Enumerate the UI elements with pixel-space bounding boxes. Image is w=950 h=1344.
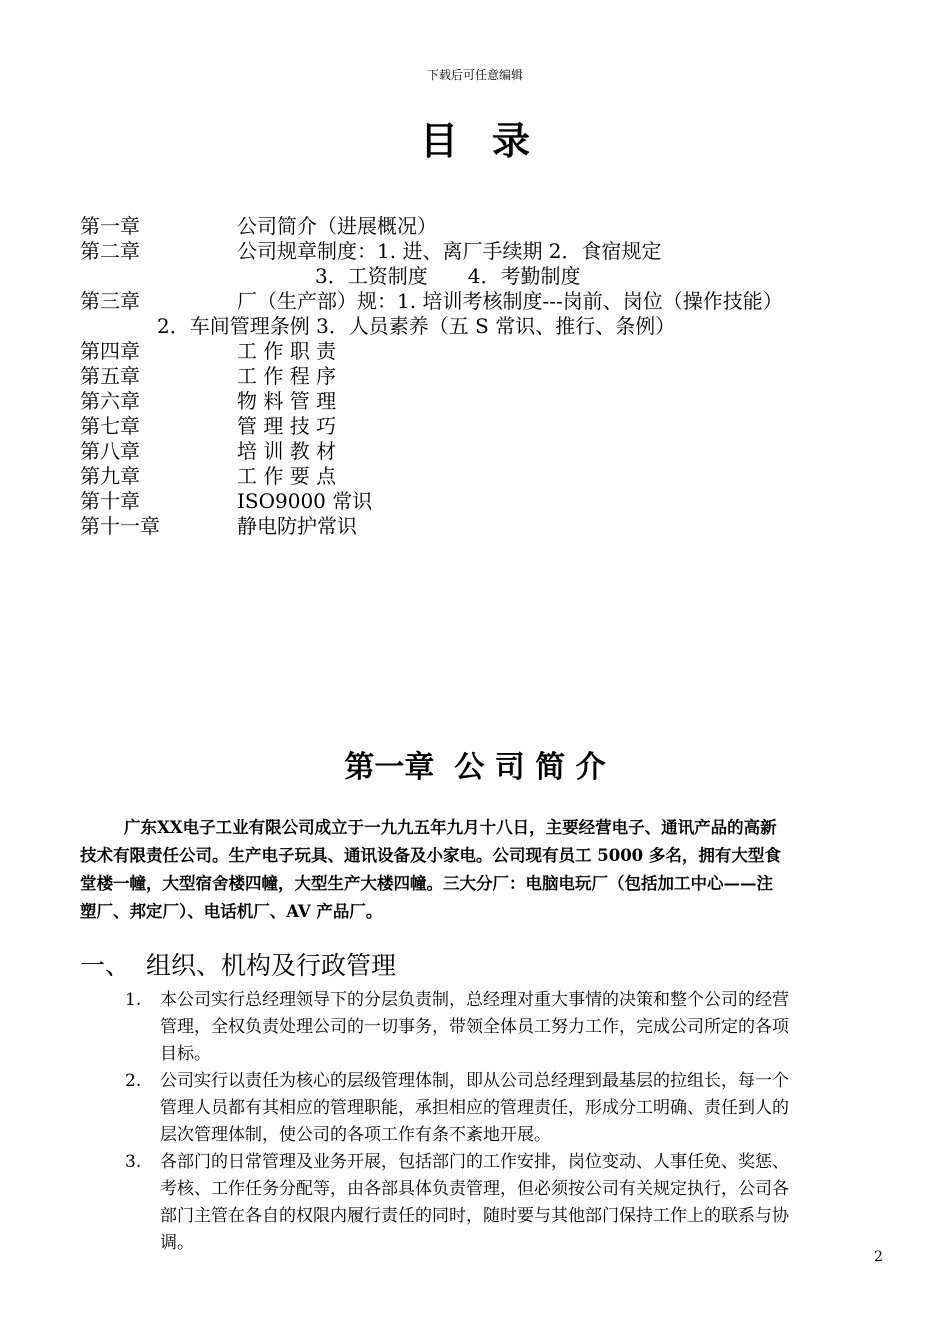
toc-title-text: 厂（生产部）规：1. 培训考核制度---岗前、岗位（操作技能）	[237, 289, 783, 313]
toc-title-text: 公司简介（进展概况）	[237, 214, 437, 238]
intro-line: 技术有限责任公司。生产电子玩具、通讯设备及小家电。公司现有员工 5000 多名，拥有大型食	[80, 846, 781, 865]
list-item-number: 1.	[125, 990, 142, 1010]
list-item-line: 公司实行以责任为核心的层级管理体制，即从公司总经理到最基层的拉组长，每一个	[160, 1071, 789, 1091]
chapter-title	[0, 742, 950, 786]
toc-title-text: 物 料 管 理	[237, 389, 337, 413]
toc-title-text: 工 作 程 序	[237, 364, 337, 388]
list-item	[125, 1068, 885, 1149]
chapter-name: 公 司 简 介	[454, 750, 606, 785]
toc-title-text: 管 理 技 巧	[237, 414, 337, 438]
toc-chapter: 第一章	[80, 214, 140, 238]
list-item-line: 考核、工作任务分配等，由各部具体负责管理，但必须按公司有关规定执行，公司各	[160, 1179, 789, 1199]
toc-chapter: 第二章	[80, 239, 140, 263]
header-note: 下载后可任意编辑	[426, 68, 523, 82]
list-item-number: 2.	[125, 1071, 142, 1091]
numbered-list	[125, 987, 885, 1257]
toc-chapter: 第五章	[80, 364, 140, 388]
toc-chapter: 第十一章	[80, 514, 160, 538]
list-item-line: 管理人员都有其相应的管理职能，承担相应的管理责任，形成分工明确、责任到人的	[160, 1098, 789, 1118]
toc-continuation-text: 2．车间管理条例 3．人员素养（五 S 常识、推行、条例）	[157, 314, 676, 338]
chapter-label: 第一章	[344, 750, 435, 785]
list-item-line: 本公司实行总经理领导下的分层负责制，总经理对重大事情的决策和整个公司的经营	[160, 990, 789, 1010]
toc-chapter: 第十章	[80, 489, 140, 513]
toc-continuation-text: 3．工资制度 4．考勤制度	[315, 264, 581, 288]
intro-line: 塑厂、邦定厂）、电话机厂、AV 产品厂。	[80, 902, 383, 921]
toc-chapter: 第四章	[80, 339, 140, 363]
page-number: 2	[874, 1249, 883, 1265]
list-item-line: 各部门的日常管理及业务开展，包括部门的工作安排，岗位变动、人事任免、奖惩、	[160, 1152, 789, 1172]
list-item	[125, 1149, 885, 1257]
toc-title-text: 公司规章制度：1. 进、离厂手续期 2．食宿规定	[237, 239, 662, 263]
list-item-line: 管理，全权负责处理公司的一切事务，带领全体员工努力工作，完成公司所定的各项	[160, 1017, 789, 1037]
list-item-line: 调。	[160, 1233, 194, 1253]
toc-chapter: 第六章	[80, 389, 140, 413]
toc-title-text: 工 作 要 点	[237, 464, 337, 488]
toc-chapter: 第七章	[80, 414, 140, 438]
list-item	[125, 987, 885, 1068]
list-item-line: 部门主管在各自的权限内履行责任的同时，随时要与其他部门保持工作上的联系与协	[160, 1206, 789, 1226]
intro-paragraph	[80, 814, 880, 926]
section-title: 组织、机构及行政管理	[146, 951, 397, 980]
section-heading	[80, 946, 396, 982]
toc-title: 目录	[419, 119, 564, 163]
toc-chapter: 第八章	[80, 439, 140, 463]
section-number: 一、	[80, 951, 131, 980]
toc-chapter: 第三章	[80, 289, 140, 313]
list-item-line: 层次管理体制，使公司的各项工作有条不紊地开展。	[160, 1125, 551, 1145]
toc-title-text: ISO9000 常识	[237, 489, 373, 513]
list-item-number: 3.	[125, 1152, 142, 1172]
toc-title-text: 工 作 职 责	[237, 339, 337, 363]
toc-title-text: 静电防护常识	[237, 514, 357, 538]
list-item-line: 目标。	[160, 1044, 211, 1064]
intro-line: 广东XX电子工业有限公司成立于一九九五年九月十八日，主要经营电子、通讯产品的高新	[124, 818, 777, 837]
intro-line: 堂楼一幢，大型宿舍楼四幢，大型生产大楼四幢。三大分厂：电脑电玩厂（包括加工中心——注	[80, 874, 773, 893]
toc-title-text: 培 训 教 材	[237, 439, 337, 463]
toc-chapter: 第九章	[80, 464, 140, 488]
